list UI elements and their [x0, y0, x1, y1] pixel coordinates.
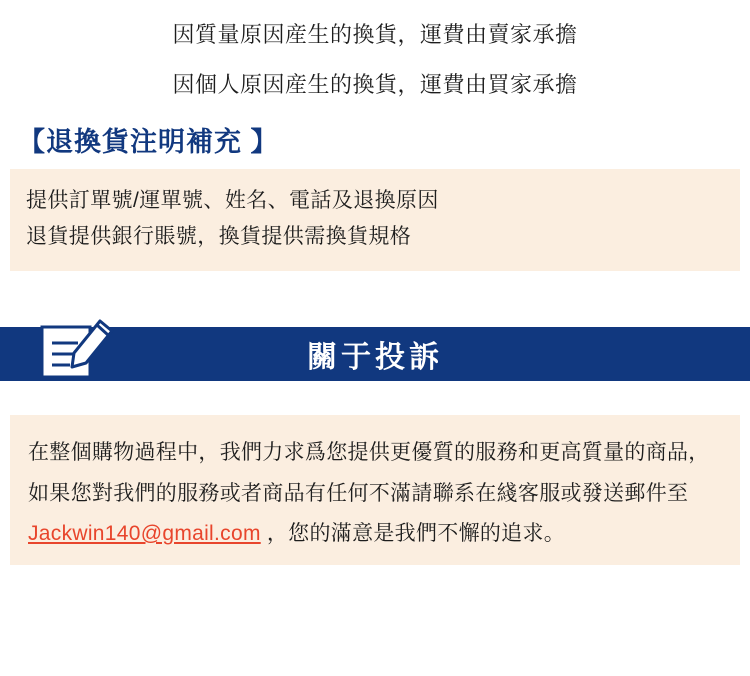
support-email-link[interactable]: Jackwin140@gmail.com: [28, 522, 261, 546]
note-block: [10, 169, 740, 271]
note-line: 提供訂單號/運單號、姓名、電話及退換原因: [26, 189, 439, 213]
policy-line: 因質量原因産生的換貨，運費由賣家承擔: [172, 22, 578, 47]
pencil-edit-icon: [38, 313, 114, 381]
complaint-text-before-email: 在整個購物過程中，我們力求爲您提供更優質的服務和更高質量的商品，如果您對我們的服務或者商品有任何不滿請聯系在綫客服或發送郵件至: [28, 441, 710, 505]
complaint-block: [10, 415, 740, 565]
complaint-banner: [0, 313, 750, 381]
complaint-text: [28, 433, 722, 554]
note-line: 退貨提供銀行賬號，換貨提供需換貨規格: [26, 225, 412, 249]
banner-title: 關于投訴: [307, 341, 443, 375]
policy-lines: [0, 0, 750, 102]
note-section-heading: 【退換貨注明補充 】: [18, 127, 279, 158]
policy-line: 因個人原因産生的換貨，運費由買家承擔: [172, 72, 578, 98]
complaint-text-after-email: ，您的滿意是我們不懈的追求。: [260, 522, 566, 546]
